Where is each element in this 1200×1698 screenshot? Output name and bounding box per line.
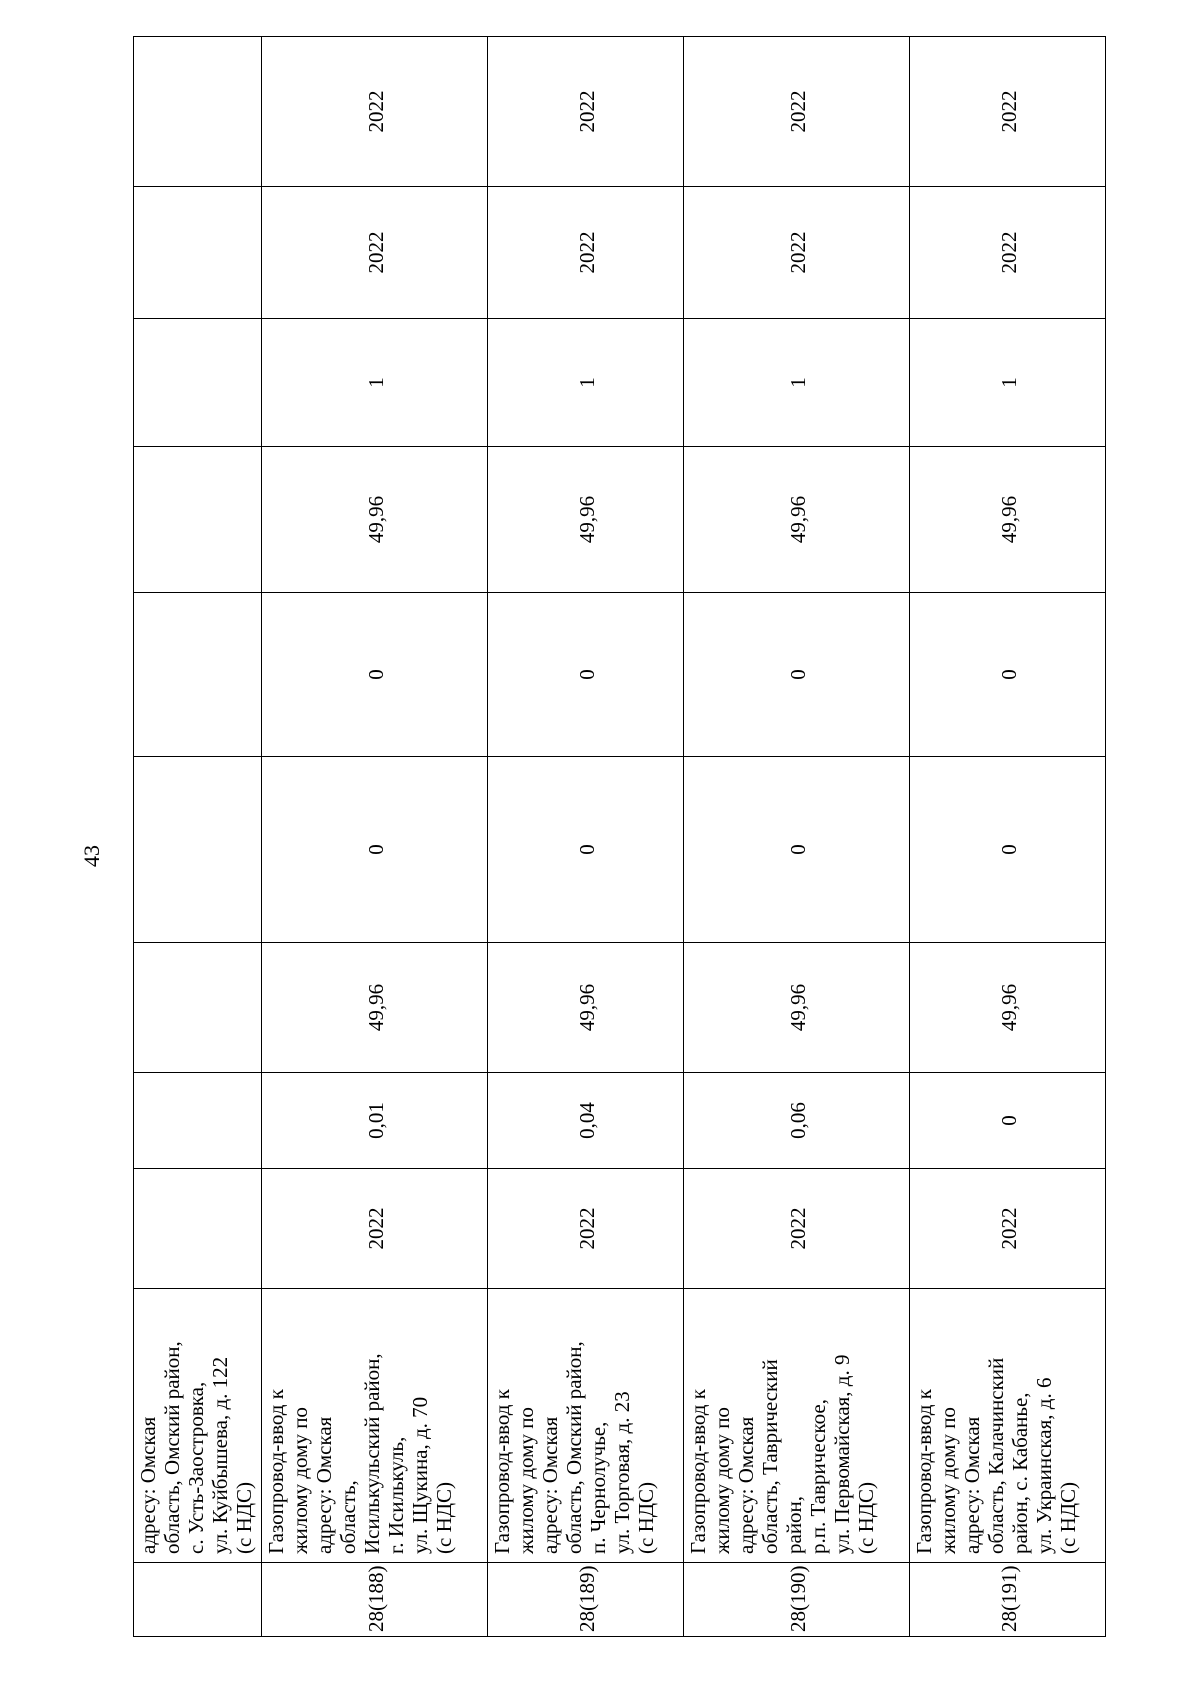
description-line: ул. Куйбышева, д. 122 <box>208 1356 232 1554</box>
table-cell: 0,01 <box>262 1073 488 1169</box>
description-line: жилому дому по <box>514 1407 538 1554</box>
description-line: Газопровод-ввод к <box>912 1389 936 1554</box>
table-row <box>684 37 910 1637</box>
description-line: область, Калачинский <box>984 1357 1008 1554</box>
table-cell <box>134 1169 262 1289</box>
row-number <box>134 1563 262 1637</box>
table-cell: 0 <box>684 593 910 757</box>
table-cell <box>134 447 262 593</box>
table-row <box>488 37 684 1637</box>
table-cell: 49,96 <box>262 447 488 593</box>
description-line: район, с. Кабанье, <box>1008 1392 1032 1554</box>
table-cell: 2022 <box>488 187 684 319</box>
description-line: ул. Торговая, д. 23 <box>610 1391 634 1554</box>
table-cell: 1 <box>684 319 910 447</box>
description-line: Газопровод-ввод к <box>686 1389 710 1554</box>
table-cell: 49,96 <box>262 943 488 1073</box>
table-row <box>262 37 488 1637</box>
table-cell: 1 <box>910 319 1106 447</box>
description-line: жилому дому по <box>288 1407 312 1554</box>
table-cell: 0,06 <box>684 1073 910 1169</box>
object-description <box>910 1289 1106 1563</box>
table-cell: 0 <box>910 757 1106 943</box>
row-number: 28(191) <box>910 1563 1106 1637</box>
table-cell: 2022 <box>910 37 1106 187</box>
table-cell <box>134 943 262 1073</box>
description-line: (с НДС) <box>432 1481 456 1554</box>
table-cell: 2022 <box>488 37 684 187</box>
table-cell: 2022 <box>910 187 1106 319</box>
table-cell: 49,96 <box>910 943 1106 1073</box>
table-cell: 49,96 <box>910 447 1106 593</box>
table-cell: 0 <box>262 757 488 943</box>
table-cell <box>134 757 262 943</box>
table-cell: 1 <box>488 319 684 447</box>
description-line: адресу: Омская <box>136 1416 160 1554</box>
description-line: жилому дому по <box>936 1407 960 1554</box>
table-cell: 49,96 <box>684 943 910 1073</box>
table-cell: 0 <box>910 1073 1106 1169</box>
object-description <box>488 1289 684 1563</box>
description-line: (с НДС) <box>634 1481 658 1554</box>
table-cell: 49,96 <box>684 447 910 593</box>
description-line: ул. Щукина, д. 70 <box>408 1396 432 1554</box>
object-description <box>262 1289 488 1563</box>
table-row <box>134 37 262 1637</box>
rotated-table-container <box>133 37 1113 1637</box>
description-line: Газопровод-ввод к <box>264 1389 288 1554</box>
page-number: 43 <box>79 845 104 867</box>
table-cell: 2022 <box>910 1169 1106 1289</box>
table-cell: 2022 <box>262 1169 488 1289</box>
table-cell: 2022 <box>684 37 910 187</box>
row-number: 28(189) <box>488 1563 684 1637</box>
description-line: Исилькульский район, <box>360 1353 384 1554</box>
table-body <box>134 37 1106 1637</box>
description-line: (с НДС) <box>232 1481 256 1554</box>
description-line: район, <box>782 1495 806 1554</box>
description-line: адресу: Омская <box>734 1416 758 1554</box>
description-line: адресу: Омская <box>960 1416 984 1554</box>
table-cell: 0,04 <box>488 1073 684 1169</box>
table-cell: 49,96 <box>488 447 684 593</box>
object-description <box>684 1289 910 1563</box>
table-cell: 2022 <box>488 1169 684 1289</box>
description-line: область, Омский район, <box>160 1341 184 1554</box>
table-cell <box>134 37 262 187</box>
table-cell: 2022 <box>684 1169 910 1289</box>
description-line: (с НДС) <box>1056 1481 1080 1554</box>
description-line: жилому дому по <box>710 1407 734 1554</box>
description-line: адресу: Омская <box>312 1416 336 1554</box>
table-cell: 1 <box>262 319 488 447</box>
object-description <box>134 1289 262 1563</box>
table-cell: 2022 <box>684 187 910 319</box>
description-line: (с НДС) <box>854 1481 878 1554</box>
table-cell <box>134 593 262 757</box>
table-cell: 0 <box>684 757 910 943</box>
table-cell: 0 <box>910 593 1106 757</box>
table-cell: 0 <box>488 593 684 757</box>
investment-table <box>133 36 1106 1637</box>
table-cell: 49,96 <box>488 943 684 1073</box>
description-line: п. Чернолучье, <box>586 1421 610 1554</box>
table-row <box>910 37 1106 1637</box>
description-line: с. Усть-Заостровка, <box>184 1381 208 1554</box>
description-line: р.п. Таврическое, <box>806 1399 830 1554</box>
description-line: Газопровод-ввод к <box>490 1389 514 1554</box>
description-line: область, Таврический <box>758 1359 782 1554</box>
table-cell <box>134 1073 262 1169</box>
table-cell: 0 <box>488 757 684 943</box>
description-line: адресу: Омская <box>538 1416 562 1554</box>
table-cell: 2022 <box>262 187 488 319</box>
description-line: г. Исилькуль, <box>384 1436 408 1554</box>
description-line: ул. Украинская, д. 6 <box>1032 1377 1056 1554</box>
table-cell: 2022 <box>262 37 488 187</box>
row-number: 28(190) <box>684 1563 910 1637</box>
description-line: область, <box>336 1480 360 1554</box>
description-line: область, Омский район, <box>562 1341 586 1554</box>
table-cell: 0 <box>262 593 488 757</box>
description-line: ул. Первомайская, д. 9 <box>830 1354 854 1554</box>
row-number: 28(188) <box>262 1563 488 1637</box>
table-cell <box>134 187 262 319</box>
table-cell <box>134 319 262 447</box>
